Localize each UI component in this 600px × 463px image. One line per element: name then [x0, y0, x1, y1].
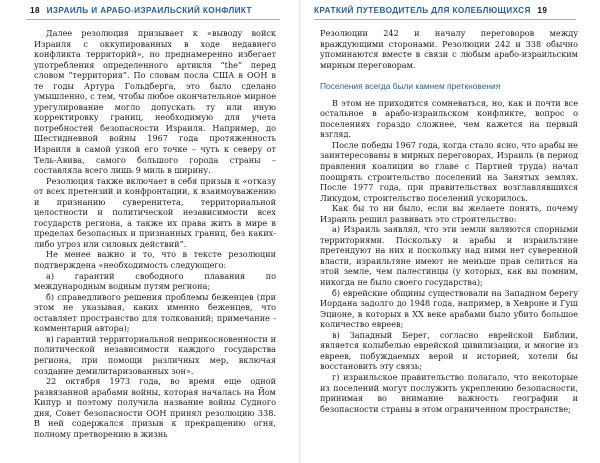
paragraph: Не менее важно и то, что в тексте резолюции подтверждена «необходимость следующего:	[34, 249, 276, 271]
list-item: г) израильское правительство полагало, что некоторые из поселений могут послужить укреплению безопасности, принимая во внимание важность географии и безопасности страны в этом ограниченном пространстве;	[320, 371, 578, 414]
right-running-title: КРАТКИЙ ПУТЕВОДИТЕЛЬ ДЛЯ КОЛЕБЛЮЩИХСЯ	[314, 6, 531, 15]
list-item: б) еврейские общины существовали на Западном берегу Иордана задолго до 1948 года, например, в Хевроне и Гуш Эционе, в которых в ХХ веке арабами было убито большое количество евреев;	[320, 287, 578, 330]
right-header-rule	[314, 19, 576, 20]
right-body-text	[320, 28, 578, 414]
paragraph: После победы 1967 года, когда стало ясно, что арабы не заинтересованы в мирных переговорах, Израиль (в период правления коалиции во главе с Партией труда) начал поощрять строительство поселений на Занятых землях. После 1977 года, при правительствах возглавлявшихся Ликудом, строительство поселений ускорилось.	[320, 139, 578, 203]
list-item: в) гарантий территориальной неприкосновенности и политической независимости каждого государства региона, при помощи различных мер, включая создание демилитаризованных зон».	[34, 333, 276, 376]
right-page	[300, 0, 600, 463]
list-item: а) Израиль заявлял, что эти земли являются спорными территориями. Поскольку и арабы и израильтяне претендуют на них и поскольку над ними нет суверенной власти, израильтяне имеют не меньше прав селиться на этой земле, чем палестинцы (у которых, как вы помним, никогда не было своего государства);	[320, 224, 578, 288]
left-body-text	[34, 28, 276, 439]
paragraph: Как бы то ни было, если вы желаете понять, почему Израиль решил развивать это строительство:	[320, 203, 578, 224]
paragraph: Резолюция также включает в себя призыв к «отказу от всех претензий и конфронтации, к взаимоуважению и признанию суверенитета, территориальной целостности и политической независимости всех государств региона, а также их права жить в мире в пределах безопасных и признанных границ, без каких-либо угроз или силовых действий”.	[34, 175, 276, 249]
right-running-header	[314, 6, 551, 20]
right-page-number: 19	[537, 6, 548, 15]
left-running-title: ИЗРАИЛЬ И АРАБО-ИЗРАИЛЬСКИЙ КОНФЛИКТ	[46, 6, 252, 15]
paragraph: Резолюции 242 и началу переговоров между враждующими сторонами. Резолюции 242 и 338 обычно упоминаются вместе в связи с любым арабо-израильским мирным переговорам.	[320, 28, 578, 70]
section-title: Поселения всегда были камнем преткновения	[320, 81, 501, 92]
list-item: б) справедливого решения проблемы беженцев (при этом не указывая, каких именно беженцев, что оставляет пространство для толкований; примечание - комментарий автора);	[34, 291, 276, 334]
paragraph: Далее резолюция призывает к «выводу войск Израиля с оккупированных в ходе недавнего конфликта территорий», но преднамеренно избегает употребления определенного артикля “the” перед словом “территория”. По словам посла США в ООН в те годы Артура Гольдберга, это было сделано умышленно, с тем, чтобы любое окончательное мирное урегулирование могло допускать ту или иную корректировку границ, необходимую для учета потребностей безопасности Израиля. Например, до Шестидневной войны 1967 года протяженность Израиля в самой узкой его точке – чуть к северу от Тель-Авива, самого большого города страны – составляла всего лишь 9 миль в ширину.	[34, 28, 276, 176]
left-page-number: 18	[30, 6, 40, 15]
paragraph: 22 октября 1973 года, во время еще одной развязанной арабами войны, которая началась на Йом Кипур и поэтому получила название войны Судного дня, Совет безопасности ООН принял резолюцию 338. В ней содержался призыв к прекращению огня, полному претворению в жизнь	[34, 376, 276, 439]
paragraph: В этом не приходится сомневаться, но, как и почти все остальное в арабо-израильском конфликте, вопрос о поселениях гораздо сложнее, чем кажется на первый взгляд.	[320, 97, 578, 140]
list-item: а) гарантий свободного плавания по международным водным путям региона;	[34, 270, 276, 292]
left-running-header	[26, 6, 252, 20]
list-item: в) Западный Берег, согласно еврейской Библии, является колыбелью еврейской цивилизации, и многие из евреев, побуждаемых верой и историей, хотели бы восстановить эту связь;	[320, 329, 578, 372]
left-header-rule	[26, 19, 280, 20]
